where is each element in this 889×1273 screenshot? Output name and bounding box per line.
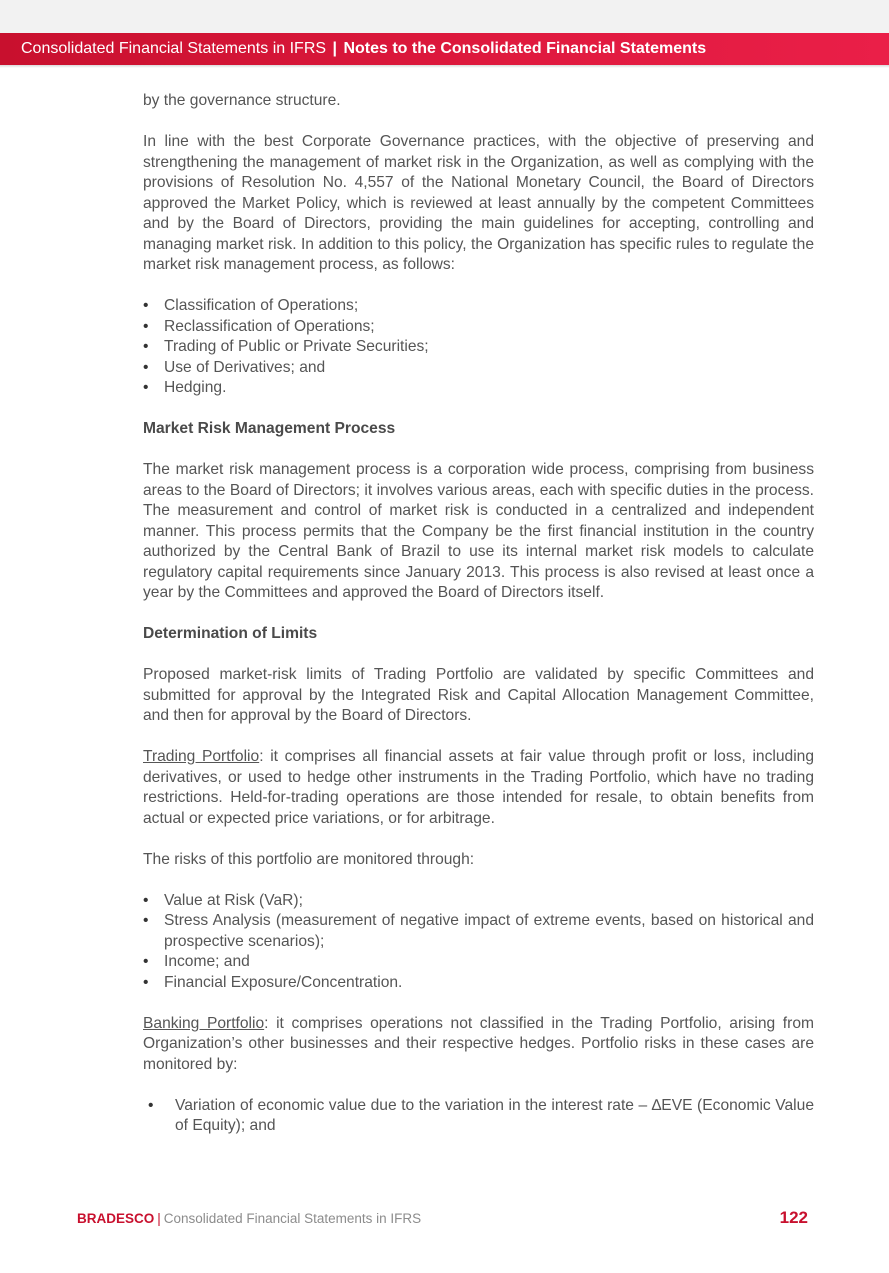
trading-portfolio-term: Trading Portfolio [143, 748, 260, 765]
monitor-list [143, 891, 814, 994]
limits-paragraph: Proposed market-risk limits of Trading Portfolio are validated by specific Committees and submitted for approval by the Integrated Risk and Capital Allocation Management Committee, and then for approval by the Board of Directors. [143, 666, 814, 724]
list-item: • Hedging. [143, 378, 814, 399]
trading-portfolio-paragraph [143, 747, 814, 829]
list-item: • Income; and [143, 952, 814, 973]
list-item: • Classification of Operations; [143, 296, 814, 317]
banking-list [143, 1096, 814, 1137]
header-shadow [0, 65, 889, 68]
page-footer [77, 1208, 808, 1230]
list-item: • Trading of Public or Private Securities; [143, 337, 814, 358]
banking-portfolio-text: : it comprises operations not classified in the Trading Portfolio, arising from Organization’s other businesses and their respective hedges. Portfolio risks in these cases are monitored by: [143, 1014, 814, 1073]
page-number: 122 [779, 1208, 808, 1227]
footer-title: Consolidated Financial Statements in IFRS [163, 1211, 422, 1226]
list-item: • Use of Derivatives; and [143, 358, 814, 379]
header-document-title: Consolidated Financial Statements in IFRS [21, 40, 327, 57]
header-separator: | [332, 40, 337, 57]
intro-fragment: by the governance structure. [143, 92, 341, 109]
footer-separator: | [157, 1211, 161, 1226]
monitor-intro: The risks of this portfolio are monitored through: [143, 850, 475, 868]
list-item: • Value at Risk (VaR); [143, 891, 814, 912]
footer-brand: BRADESCO [77, 1211, 155, 1226]
policy-paragraph: In line with the best Corporate Governance practices, with the objective of preserving and strengthening the management of market risk in the Organization, as well as complying with the provisions of Resolution No. 4,557 of the National Monetary Council, the Board of Directors approved the Market Policy, which is reviewed at least annually by the competent Committees and by the Board of Directors, providing the main guidelines for accepting, controlling and managing market risk. In addition to this policy, the Organization has specific rules to regulate the market risk management process, as follows: [143, 133, 814, 273]
page-header-bar [0, 33, 889, 65]
heading-determination-of-limits: Determination of Limits [143, 625, 318, 642]
header-section-title: Notes to the Consolidated Financial Statements [343, 40, 707, 57]
process-paragraph: The market risk management process is a corporation wide process, comprising from business areas to the Board of Directors; it involves various areas, each with specific duties in the process. The measurement and control of market risk is conducted in a centralized and independent manner. This process permits that the Company be the first financial institution in the country authorized by the Central Bank of Brazil to use its internal market risk models to calculate regulatory capital requirements since January 2013. This process is also revised at least once a year by the Committees and approved the Board of Directors itself. [143, 461, 814, 601]
banking-portfolio-term: Banking Portfolio [143, 1014, 265, 1032]
top-margin-band [0, 0, 889, 33]
page-body [143, 91, 814, 1157]
heading-market-risk-process: Market Risk Management Process [143, 420, 396, 437]
trading-portfolio-text: : it comprises all financial assets at fair value through profit or loss, including derivatives, or used to hedge other instruments in the Trading Portfolio, which have no trading restrictions. Held-for-trading operations are those intended for resale, to obtain benefits from actual or expected price variations, or for arbitrage. [143, 748, 814, 827]
list-item: • Reclassification of Operations; [143, 317, 814, 338]
rules-list [143, 296, 814, 399]
list-item: • Stress Analysis (measurement of negative impact of extreme events, based on historical and prospective scenarios); [143, 911, 814, 952]
banking-portfolio-paragraph [143, 1014, 814, 1076]
list-item: • Financial Exposure/Concentration. [143, 973, 814, 994]
list-item: • Variation of economic value due to the variation in the interest rate – ∆EVE (Economic Value of Equity); and [143, 1096, 814, 1137]
